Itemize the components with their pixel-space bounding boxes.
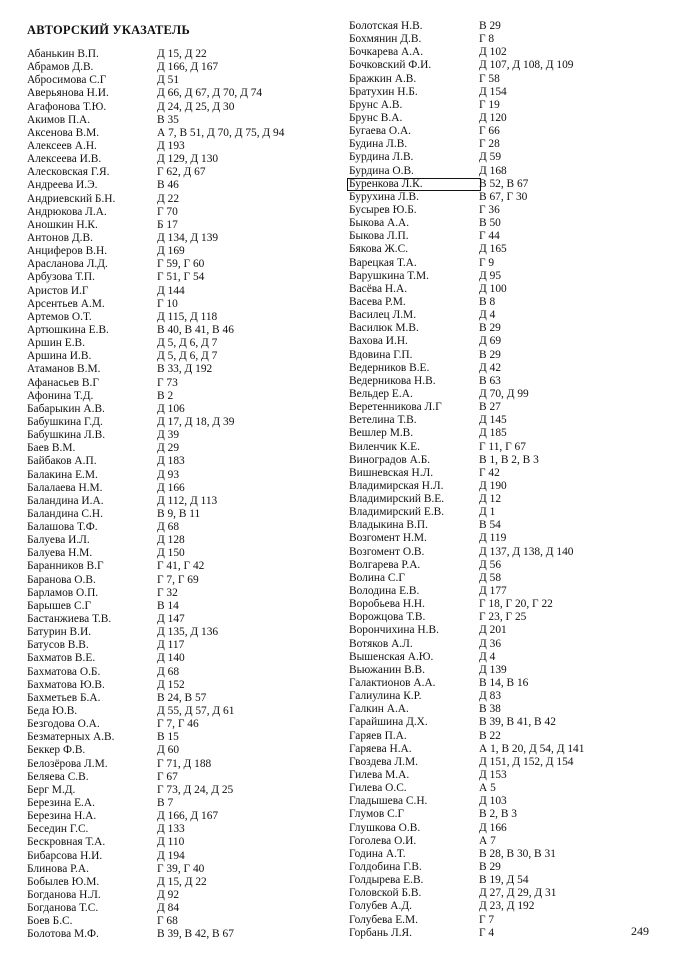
page-references: Д 36 <box>479 637 502 650</box>
author-name: Васёва Н.А. <box>349 282 408 295</box>
page-references: В 19, Д 54 <box>479 874 529 887</box>
author-name: Бастанжиева Т.В. <box>27 613 112 626</box>
author-name: Волгарева Р.А. <box>349 558 421 571</box>
page-references: В 1, В 2, В 3 <box>479 453 539 466</box>
author-name: Ведерникова Н.В. <box>349 374 436 387</box>
page-references: В 27 <box>479 401 501 414</box>
author-name: Бескровная Т.А. <box>27 836 106 849</box>
author-name: Бахматова О.Б. <box>27 665 101 678</box>
author-name: Глушкова О.В. <box>349 821 421 834</box>
page-references: Г 41, Г 42 <box>157 560 205 573</box>
page-references: Д 5, Д 6, Д 7 <box>157 337 218 350</box>
author-name: Виноградов А.Б. <box>349 453 431 466</box>
page-references: Г 42 <box>479 466 500 479</box>
page-references: В 63 <box>479 374 501 387</box>
page-references: Д 17, Д 18, Д 39 <box>157 415 235 428</box>
author-name: Балалаева Н.М. <box>27 481 103 494</box>
author-name: Василюк М.В. <box>349 322 419 335</box>
author-name: Абрамов Д.В. <box>27 61 94 74</box>
author-name: Бякова Ж.С. <box>349 243 409 256</box>
author-name: Алексеев А.Н. <box>27 139 97 152</box>
page-references: Д 117 <box>157 639 185 652</box>
page-references: А 7, В 51, Д 70, Д 75, Д 94 <box>157 126 285 139</box>
page-references: Д 135, Д 136 <box>157 626 219 639</box>
author-name: Галактионов А.А. <box>349 677 436 690</box>
page-references: Г 39, Г 40 <box>157 862 205 875</box>
author-name: Белозёрова Л.М. <box>27 757 108 770</box>
page-references: В 46 <box>157 179 179 192</box>
page-references: Д 147 <box>157 613 185 626</box>
page-references: Д 22 <box>157 192 180 205</box>
page-references: Г 67 <box>157 770 178 783</box>
author-name: Батурин В.И. <box>27 626 92 639</box>
page-references: Д 137, Д 138, Д 140 <box>479 545 574 558</box>
page-references: В 50 <box>479 217 501 230</box>
page-references: Д 194 <box>157 849 185 862</box>
author-name: Аношкин Н.К. <box>27 218 98 231</box>
page-references: Д 69 <box>479 335 502 348</box>
page-references: Д 51 <box>157 74 180 87</box>
author-name: Вьюжанин В.В. <box>349 663 425 676</box>
page-references: В 2 <box>157 389 174 402</box>
page-references: Г 36 <box>479 203 500 216</box>
page-references: Д 166 <box>479 821 507 834</box>
page-references: Г 32 <box>157 586 178 599</box>
author-name: Брунс В.А. <box>349 111 403 124</box>
author-name: Буренкова Л.К. <box>347 178 481 191</box>
author-name: Батусов В.В. <box>27 639 89 652</box>
page-references: Д 56 <box>479 558 502 571</box>
page-references: Д 93 <box>157 468 180 481</box>
author-name: Богданова Т.С. <box>27 902 99 915</box>
page-references: Д 166 <box>157 481 185 494</box>
author-name: Вахова И.Н. <box>349 335 408 348</box>
author-name: Гвоздева Л.М. <box>349 755 418 768</box>
page-references: В 35 <box>157 113 179 126</box>
page-references: Д 140 <box>157 652 185 665</box>
page-references: Д 165 <box>479 243 507 256</box>
page-references: В 14 <box>157 599 179 612</box>
page-references: В 29 <box>479 20 501 32</box>
page-references: Б 17 <box>157 218 178 231</box>
author-name: Бахметьев Б.А. <box>27 691 101 704</box>
page-references: Д 83 <box>479 690 502 703</box>
author-name: Бобылев Ю.М. <box>27 875 100 888</box>
author-name: Братухин Н.Б. <box>349 85 418 98</box>
page-references: Д 100 <box>479 282 507 295</box>
author-name: Баев В.М. <box>27 442 76 455</box>
author-name: Арбузова Т.П. <box>27 271 95 284</box>
page-references: Д 190 <box>479 479 507 492</box>
author-name: Бохмянин Д.В. <box>349 33 422 46</box>
author-name: Бражкин А.В. <box>349 72 417 85</box>
author-name: Гаряева Н.А. <box>349 742 412 755</box>
author-name: Артемов О.Т. <box>27 310 92 323</box>
page-references: В 22 <box>479 729 501 742</box>
page-references: В 33, Д 192 <box>157 363 213 376</box>
page-references: В 8 <box>479 295 496 308</box>
author-name: Афонина Т.Д. <box>27 389 94 402</box>
page-references: В 29 <box>479 322 501 335</box>
author-name: Гилева О.С. <box>349 782 407 795</box>
author-name: Гоголева О.И. <box>349 834 417 847</box>
author-name: Афанасьев В.Г <box>27 376 99 389</box>
author-name: Березина Н.А. <box>27 810 97 823</box>
page-references: Д 153 <box>479 769 507 782</box>
author-name: Аршина И.В. <box>27 350 92 363</box>
page-references: Д 5, Д 6, Д 7 <box>157 350 218 363</box>
author-name: Алексеева И.В. <box>27 153 102 166</box>
author-name: Быкова Л.П. <box>349 230 409 243</box>
page-references: Д 129, Д 130 <box>157 153 219 166</box>
author-name: Абанькин В.П. <box>27 48 99 60</box>
page-references: Д 66, Д 67, Д 70, Д 74 <box>157 87 263 100</box>
page-references: Г 68 <box>157 915 178 928</box>
page-references: Г 70 <box>157 205 178 218</box>
author-name: Веретенникова Л.Г <box>349 401 442 414</box>
author-name: Артюшкина Е.В. <box>27 323 109 336</box>
author-name: Аксенова В.М. <box>27 126 100 139</box>
author-name: Година А.Т. <box>349 847 406 860</box>
page-references: Д 95 <box>479 269 502 282</box>
page-references: Г 44 <box>479 230 500 243</box>
author-name: Володина Е.В. <box>349 585 420 598</box>
author-name: Вишневская Н.Л. <box>349 466 434 479</box>
page-references: Д 201 <box>479 624 507 637</box>
author-name: Владыкина В.П. <box>349 519 428 532</box>
page-references: Д 110 <box>157 836 185 849</box>
page-references: Д 102 <box>479 46 507 59</box>
page-references: В 14, В 16 <box>479 677 529 690</box>
page-references: Д 4 <box>479 650 496 663</box>
author-name: Аверьянова Н.И. <box>27 87 109 100</box>
author-name: Гарайшина Д.Х. <box>349 716 428 729</box>
page-references: Д 24, Д 25, Д 30 <box>157 100 235 113</box>
author-name: Горбань Л.Я. <box>349 926 412 939</box>
page-references: Г 59, Г 60 <box>157 258 205 271</box>
author-name: Болотова М.Ф. <box>27 928 99 941</box>
page-references: Г 73 <box>157 376 178 389</box>
page-references: Д 106 <box>157 402 185 415</box>
page-references: Д 68 <box>157 521 180 534</box>
page-references: Д 128 <box>157 534 185 547</box>
page-references: Г 51, Г 54 <box>157 271 205 284</box>
author-name: Воробьева Н.Н. <box>349 598 426 611</box>
page-references: Д 15, Д 22 <box>157 48 207 60</box>
page-references: В 29 <box>479 348 501 361</box>
author-name: Владимирский Е.В. <box>349 506 445 519</box>
author-name: Ворожцова Т.В. <box>349 611 426 624</box>
author-name: Галкин А.А. <box>349 703 409 716</box>
author-name: Владимирский В.Е. <box>349 493 445 506</box>
author-name: Балуева И.Л. <box>27 534 90 547</box>
author-name: Глумов С.Г <box>349 808 405 821</box>
page-references: Д 27, Д 29, Д 31 <box>479 887 557 900</box>
author-name: Бабарыкин А.В. <box>27 402 105 415</box>
page-references: Д 115, Д 118 <box>157 310 218 323</box>
page-references: Г 7, Г 46 <box>157 718 199 731</box>
author-name: Байбаков А.П. <box>27 455 97 468</box>
page-references: Д 120 <box>479 111 507 124</box>
author-name: Вешлер М.В. <box>349 427 414 440</box>
page-references: Д 145 <box>479 414 507 427</box>
page-references: Г 8 <box>479 33 495 46</box>
page-references: Г 66 <box>479 125 500 138</box>
author-name: Бурухина Л.В. <box>349 190 420 203</box>
page-references: Д 185 <box>479 427 507 440</box>
author-name: Бабушкина Г.Д. <box>27 415 103 428</box>
page-references: Д 42 <box>479 361 502 374</box>
author-name: Голдобина Г.В. <box>349 861 422 873</box>
page-references: Д 133 <box>157 823 185 836</box>
page-references: Д 112, Д 113 <box>157 494 218 507</box>
page-references: Д 15, Д 22 <box>157 875 207 888</box>
page-references: Г 18, Г 20, Г 22 <box>479 598 553 611</box>
author-name: Безгодова О.А. <box>27 718 100 731</box>
author-name: Бахматова Ю.В. <box>27 678 105 691</box>
page-references: В 29 <box>479 861 501 873</box>
author-name: Бусырев Ю.Б. <box>349 203 417 216</box>
page-references: Д 59 <box>479 151 502 164</box>
author-name: Барламов О.П. <box>27 586 99 599</box>
page-references: В 40, В 41, В 46 <box>157 323 234 336</box>
author-name: Бабушкина Л.В. <box>27 429 106 442</box>
page-references: Г 9 <box>479 256 495 269</box>
page-references: Г 58 <box>479 72 500 85</box>
page-references: Д 168 <box>479 164 507 177</box>
author-name: Бибарсова Н.И. <box>27 849 103 862</box>
author-name: Атаманов В.М. <box>27 363 101 376</box>
author-name: Беляева С.В. <box>27 770 89 783</box>
author-name: Виленчик К.Е. <box>349 440 420 453</box>
page-references: Г 71, Д 188 <box>157 757 212 770</box>
author-name: Ворончихина Н.В. <box>349 624 439 637</box>
author-name: Болотская Н.В. <box>349 20 423 32</box>
page-number: 249 <box>631 924 649 938</box>
page-references: Д 55, Д 57, Д 61 <box>157 705 235 718</box>
author-name: Будина Л.В. <box>349 138 408 151</box>
author-name: Васева Р.М. <box>349 295 406 308</box>
author-name: Барышев С.Г <box>27 599 92 612</box>
author-name: Гаряев П.А. <box>349 729 407 742</box>
page-references: Г 7 <box>479 913 495 926</box>
author-name: Беккер Ф.В. <box>27 744 86 757</box>
page-references: Д 84 <box>157 902 180 915</box>
author-name: Голдырева Е.В. <box>349 874 424 887</box>
author-name: Владимирская Н.Л. <box>349 479 444 492</box>
page-references: В 9, В 11 <box>157 507 201 520</box>
author-name: Ведерников В.Е. <box>349 361 430 374</box>
author-name: Ветелина Т.В. <box>349 414 417 427</box>
page-references: В 28, В 30, В 31 <box>479 847 556 860</box>
author-name: Баландина И.А. <box>27 494 104 507</box>
page-references: Г 23, Г 25 <box>479 611 527 624</box>
author-name: Арсентьев А.М. <box>27 297 105 310</box>
author-name: Волина С.Г <box>349 571 405 584</box>
page-references: Г 73, Д 24, Д 25 <box>157 783 234 796</box>
page-references: Д 134, Д 139 <box>157 231 219 244</box>
page-references: Д 144 <box>157 284 185 297</box>
author-name: Андриевский Б.Н. <box>27 192 116 205</box>
author-name: Аршин Е.В. <box>27 337 85 350</box>
author-name: Алесковская Г.Я. <box>27 166 110 179</box>
author-name: Вышенская А.Ю. <box>349 650 434 663</box>
author-name: Баранников В.Г <box>27 560 104 573</box>
author-name: Безматерных А.В. <box>27 731 115 744</box>
page-references: В 24, В 57 <box>157 691 207 704</box>
page-references: Г 19 <box>479 98 500 111</box>
author-name: Анциферов В.Н. <box>27 245 108 258</box>
author-name: Бахматов В.Е. <box>27 652 96 665</box>
page-references: Д 152 <box>157 678 185 691</box>
page-references: Д 23, Д 192 <box>479 900 535 913</box>
page-references: Д 29 <box>157 442 180 455</box>
page-references: В 7 <box>157 797 174 810</box>
author-name: Акимов П.А. <box>27 113 91 126</box>
page-references: Д 150 <box>157 547 185 560</box>
page-references: Д 1 <box>479 506 496 519</box>
author-name: Антонов Д.В. <box>27 231 93 244</box>
page-references: Г 7, Г 69 <box>157 573 199 586</box>
author-name: Вельдер Е.А. <box>349 387 413 400</box>
author-name: Варушкина Т.М. <box>349 269 429 282</box>
page-references: Д 193 <box>157 139 185 152</box>
page-references: А 1, В 20, Д 54, Д 141 <box>479 742 585 755</box>
author-name: Брунс А.В. <box>349 98 403 111</box>
author-name: Бурдина Л.В. <box>349 151 414 164</box>
page-references: Д 4 <box>479 309 496 322</box>
author-name: Баранова О.В. <box>27 573 96 586</box>
author-name: Боев Б.С. <box>27 915 73 928</box>
page-references: Д 139 <box>479 663 507 676</box>
author-name: Вдовина Г.П. <box>349 348 413 361</box>
author-name: Балакина Е.М. <box>27 468 98 481</box>
author-name: Бугаева О.А. <box>349 125 412 138</box>
page-references: Д 177 <box>479 585 507 598</box>
page-references: Д 107, Д 108, Д 109 <box>479 59 574 72</box>
author-name: Блинова Р.А. <box>27 862 89 875</box>
author-name: Арасланова Л.Д. <box>27 258 108 271</box>
page-references: Д 169 <box>157 245 185 258</box>
page-references: Д 92 <box>157 889 180 901</box>
page-references: В 54 <box>479 519 501 532</box>
page-references: Д 183 <box>157 455 185 468</box>
page-references: Г 11, Г 67 <box>479 440 526 453</box>
author-name: Абросимова С.Г <box>27 74 107 87</box>
author-name: Андреева И.Э. <box>27 179 98 192</box>
page-references: Д 166, Д 167 <box>157 61 219 74</box>
author-name: Балашова Т.Ф. <box>27 521 98 534</box>
author-name: Голубев А.Д. <box>349 900 412 913</box>
author-name: Бочкарева А.А. <box>349 46 424 59</box>
page-references: Д 151, Д 152, Д 154 <box>479 755 574 768</box>
page-references: В 39, В 42, В 67 <box>157 928 234 941</box>
page-references: Г 10 <box>157 297 178 310</box>
author-name: Голубева Е.М. <box>349 913 418 926</box>
page-references: Д 103 <box>479 795 507 808</box>
page-references: Д 119 <box>479 532 507 545</box>
author-name: Варецкая Т.А. <box>349 256 417 269</box>
author-name: Бурдина О.В. <box>349 164 414 177</box>
author-name: Березина Е.А. <box>27 797 95 810</box>
page-references: Д 39 <box>157 429 180 442</box>
page-references: Д 60 <box>157 744 180 757</box>
page-references: Г 4 <box>479 926 495 939</box>
author-name: Беседин Г.С. <box>27 823 89 836</box>
page-references: Д 154 <box>479 85 507 98</box>
author-name: Вотяков А.Л. <box>349 637 413 650</box>
author-name: Аристов И.Г <box>27 284 89 297</box>
author-name: Баландина С.Н. <box>27 507 103 520</box>
page-references: Г 28 <box>479 138 500 151</box>
author-name: Богданова Н.Л. <box>27 889 101 901</box>
author-name: Возгомент Н.М. <box>349 532 427 545</box>
page-references: В 52, В 67 <box>479 177 529 190</box>
page-references: А 5 <box>479 782 496 795</box>
page-references: В 39, В 41, В 42 <box>479 716 556 729</box>
author-name: Агафонова Т.Ю. <box>27 100 107 113</box>
page-references: А 7 <box>479 834 496 847</box>
author-name: Балуева Н.М. <box>27 547 93 560</box>
author-name: Беда Ю.В. <box>27 705 78 718</box>
author-name: Головской Б.В. <box>349 887 422 900</box>
page-references: В 38 <box>479 703 501 716</box>
author-name: Бочковский Ф.И. <box>349 59 432 72</box>
author-name: Галиулина К.Р. <box>349 690 422 703</box>
page-references: В 67, Г 30 <box>479 190 528 203</box>
page-references: Д 12 <box>479 493 502 506</box>
author-name: Быкова А.А. <box>349 217 410 230</box>
author-name: Гладышева С.Н. <box>349 795 428 808</box>
page-references: В 2, В 3 <box>479 808 517 821</box>
page-title: АВТОРСКИЙ УКАЗАТЕЛЬ <box>27 23 190 37</box>
author-name: Гилева М.А. <box>349 769 410 782</box>
page-references: Д 166, Д 167 <box>157 810 219 823</box>
author-name: Андрюкова Л.А. <box>27 205 107 218</box>
page-references: Д 68 <box>157 665 180 678</box>
page-references: В 15 <box>157 731 179 744</box>
author-name: Возгомент О.В. <box>349 545 425 558</box>
author-name: Василец Л.М. <box>349 309 417 322</box>
author-name: Берг М.Д. <box>27 783 76 796</box>
page-references: Д 70, Д 99 <box>479 387 529 400</box>
page-references: Г 62, Д 67 <box>157 166 206 179</box>
page-references: Д 58 <box>479 571 502 584</box>
